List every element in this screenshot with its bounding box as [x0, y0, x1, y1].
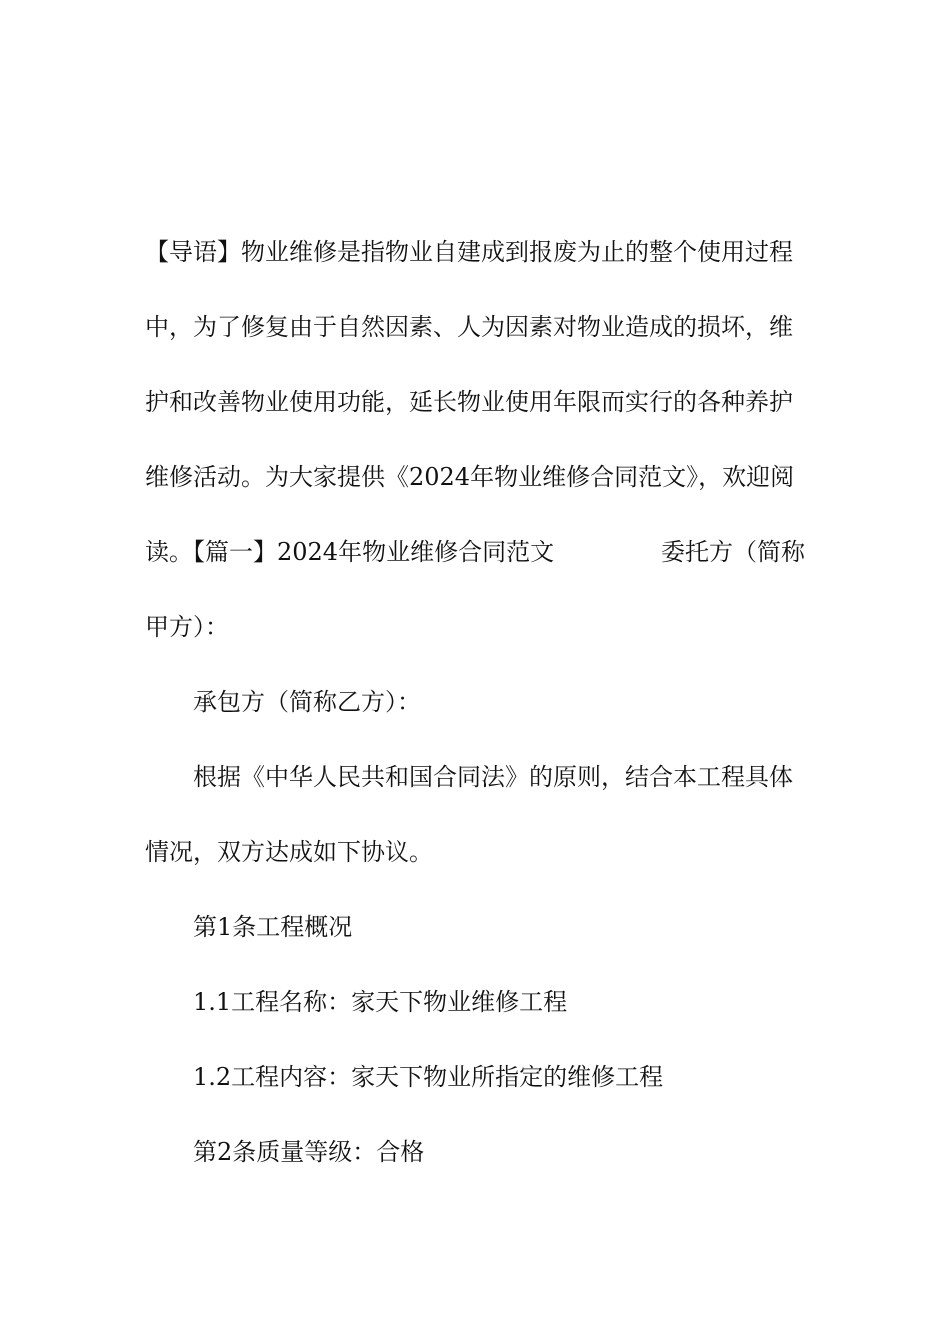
- intro-line-4: 维修活动。为大家提供《2024年物业维修合同范文》，欢迎阅: [145, 463, 795, 491]
- contractor-party-line: 承包方（简称乙方）：: [193, 688, 421, 716]
- section-heading-text: 读。【篇一】2024年物业维修合同范文: [145, 538, 555, 566]
- project-name-line: 1.1工程名称：家天下物业维修工程: [193, 988, 568, 1016]
- intro-line-3: 护和改善物业使用功能，延长物业使用年限而实行的各种养护: [145, 388, 793, 416]
- client-party-label: 委托方（简称: [661, 538, 805, 566]
- intro-line-1: 【导语】物业维修是指物业自建成到报废为止的整个使用过程: [145, 238, 793, 266]
- intro-line-2: 中，为了修复由于自然因素、人为因素对物业造成的损坏，维: [145, 313, 793, 341]
- basis-line-2: 情况，双方达成如下协议。: [145, 838, 433, 866]
- article-1-heading: 第1条工程概况: [193, 913, 353, 941]
- article-2-quality-line: 第2条质量等级：合格: [193, 1138, 425, 1166]
- basis-line-1: 根据《中华人民共和国合同法》的原则，结合本工程具体: [193, 763, 793, 791]
- client-party-line: 甲方）：: [145, 613, 229, 641]
- intro-line-5: [145, 536, 805, 568]
- project-content-line: 1.2工程内容：家天下物业所指定的维修工程: [193, 1063, 664, 1091]
